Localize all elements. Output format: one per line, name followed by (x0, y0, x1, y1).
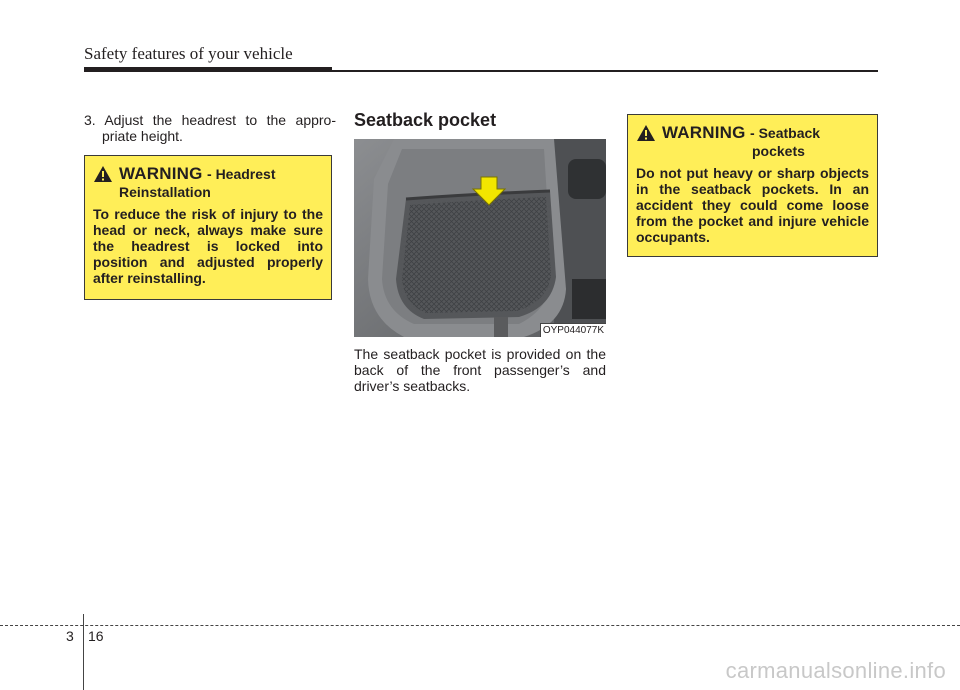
chapter-number: 3 (66, 628, 74, 644)
seatback-pocket-description: The seatback pocket is provided on the back of the front passenger’s and driver’s seatbacks. (354, 346, 606, 394)
header-rule-thin (332, 70, 878, 72)
image-code-label: OYP044077K (540, 323, 606, 337)
watermark: carmanualsonline.info (725, 658, 946, 683)
seatback-pocket-photo (354, 139, 606, 337)
warning-word: WARNING (662, 123, 746, 142)
warning-subtitle: - Seatback (750, 125, 821, 141)
warning-seatback-box (627, 114, 878, 257)
warning-subtitle-line2: Reinstallation (119, 184, 211, 200)
warning-subtitle-line2: pockets (752, 143, 805, 159)
warning-body: Do not put heavy or sharp objects in the seatback pockets. In an accident they could come loose from the pocket and injure vehicle occupants. (636, 165, 869, 245)
page-header-title: Safety features of your vehicle (84, 44, 293, 63)
warning-subtitle: - Headrest (207, 166, 276, 182)
warning-body: To reduce the risk of injury to the head or neck, always make sure the headrest is locked into position and adjusted properly after reinstalling. (93, 206, 323, 286)
warning-triangle-icon (636, 124, 656, 142)
page-number: 16 (88, 628, 104, 644)
section-heading: Seatback pocket (354, 110, 497, 130)
warning-triangle-icon (93, 165, 113, 183)
warning-title (636, 123, 869, 161)
warning-word: WARNING (119, 164, 203, 183)
warning-title (93, 164, 323, 202)
seatback-photo-illustration (354, 139, 606, 337)
footer-divider (83, 614, 84, 690)
step-3-text: 3. Adjust the headrest to the appro- priate height. (84, 112, 336, 144)
header-rule-dark (84, 67, 332, 72)
footer-dashed-line (0, 625, 960, 626)
warning-headrest-box (84, 155, 332, 300)
